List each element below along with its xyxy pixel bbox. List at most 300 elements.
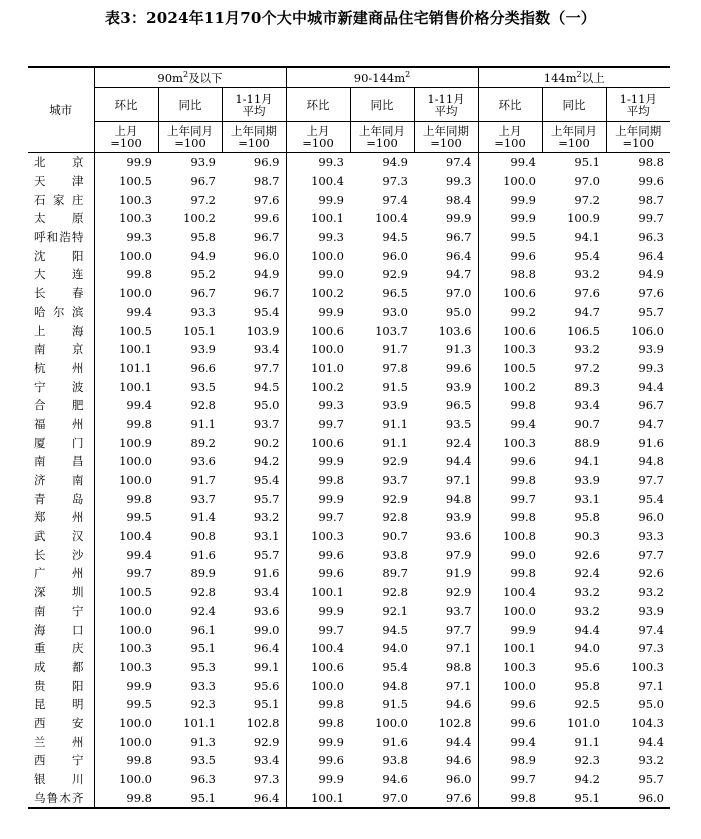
subcol-header — [222, 88, 286, 122]
index-value: 99.9 — [286, 489, 350, 508]
index-value: 99.9 — [478, 209, 542, 228]
index-value: 100.0 — [478, 172, 542, 191]
table-row — [28, 228, 670, 247]
index-value: 93.9 — [638, 603, 664, 618]
index-value: 99.8 — [286, 695, 350, 714]
group-header — [286, 67, 478, 88]
index-value: 97.3 — [382, 174, 408, 189]
index-value: 93.2 — [574, 585, 600, 600]
subcol-header — [414, 88, 478, 122]
subcol-header-line: 1-11月 — [619, 91, 657, 106]
table-row — [28, 303, 670, 322]
table-row — [28, 527, 670, 546]
city-name: 天津 — [28, 172, 94, 191]
index-value: 93.7 — [253, 416, 280, 431]
index-value: 91.1 — [190, 416, 216, 431]
index-value: 100.0 — [286, 676, 350, 695]
index-value: 99.9 — [286, 190, 350, 209]
base-header-line: =100 — [238, 136, 270, 150]
index-value: 91.5 — [382, 697, 408, 712]
index-value: 99.8 — [94, 415, 158, 434]
index-value: 99.7 — [478, 489, 542, 508]
index-value: 92.8 — [190, 585, 216, 600]
index-value: 93.2 — [574, 603, 600, 618]
index-value: 95.1 — [190, 790, 216, 805]
index-value: 97.7 — [445, 622, 472, 637]
index-value: 101.0 — [286, 359, 350, 378]
index-value: 99.8 — [94, 489, 158, 508]
index-value: 90.7 — [382, 529, 408, 544]
index-value: 94.8 — [382, 678, 408, 693]
index-value: 100.5 — [478, 359, 542, 378]
index-value: 100.5 — [94, 583, 158, 602]
index-value: 100.1 — [478, 639, 542, 658]
index-value: 99.6 — [253, 211, 280, 226]
index-value: 106.5 — [567, 323, 600, 338]
index-value: 99.9 — [286, 303, 350, 322]
index-value: 97.0 — [574, 174, 600, 189]
city-name: 长沙 — [28, 545, 94, 564]
table-row — [28, 714, 670, 733]
index-value: 93.6 — [190, 454, 216, 469]
index-value: 99.8 — [94, 265, 158, 284]
table-row — [28, 788, 670, 808]
base-header-line: 上年同月 — [551, 124, 597, 138]
index-value: 89.7 — [382, 566, 408, 581]
index-value: 95.7 — [638, 772, 664, 787]
index-value: 103.7 — [375, 323, 408, 338]
subcol-header-line: 环比 — [306, 97, 330, 112]
index-value: 100.4 — [286, 172, 350, 191]
base-header-line: =100 — [558, 136, 590, 150]
index-value: 93.6 — [253, 603, 280, 618]
index-value: 99.4 — [94, 396, 158, 415]
base-header — [286, 122, 350, 153]
index-value: 95.0 — [445, 304, 472, 319]
city-name: 兰州 — [28, 732, 94, 751]
index-value: 97.3 — [638, 641, 664, 656]
index-value: 100.3 — [286, 527, 350, 546]
index-value: 92.8 — [382, 585, 408, 600]
index-value: 94.5 — [382, 622, 408, 637]
base-header-line: 上月 — [306, 124, 330, 138]
index-value: 91.1 — [574, 734, 600, 749]
table-row — [28, 602, 670, 621]
index-value: 93.9 — [445, 379, 472, 394]
index-value: 94.5 — [253, 379, 280, 394]
index-value: 99.3 — [94, 228, 158, 247]
index-value: 97.7 — [638, 547, 664, 562]
index-value: 95.8 — [574, 510, 600, 525]
index-value: 102.8 — [246, 715, 280, 730]
index-value: 93.7 — [445, 603, 472, 618]
index-value: 92.9 — [382, 491, 408, 506]
index-value: 106.0 — [631, 323, 664, 338]
index-value: 93.9 — [190, 342, 216, 357]
index-value: 91.4 — [190, 510, 216, 525]
index-value: 99.7 — [286, 508, 350, 527]
index-value: 97.8 — [382, 360, 408, 375]
index-value: 93.2 — [638, 753, 664, 768]
index-value: 100.0 — [94, 714, 158, 733]
index-value: 97.1 — [638, 678, 664, 693]
index-value: 99.7 — [286, 620, 350, 639]
index-value: 100.0 — [94, 770, 158, 789]
table-row — [28, 583, 670, 602]
index-value: 93.9 — [574, 473, 600, 488]
index-value: 99.6 — [286, 751, 350, 770]
base-header-line: =100 — [430, 136, 462, 150]
index-value: 94.7 — [574, 304, 600, 319]
index-value: 93.9 — [190, 155, 216, 170]
index-value: 96.0 — [445, 772, 472, 787]
city-header: 城市 — [28, 67, 94, 153]
index-value: 93.6 — [445, 529, 472, 544]
city-name: 上海 — [28, 321, 94, 340]
subcol-header-line: 平均 — [242, 103, 266, 118]
city-name: 大连 — [28, 265, 94, 284]
subcol-header — [286, 88, 350, 122]
group-header-text: 90m — [157, 70, 183, 85]
base-header — [94, 122, 158, 153]
index-value: 100.3 — [94, 209, 158, 228]
index-value: 91.6 — [190, 547, 216, 562]
index-value: 97.2 — [574, 192, 600, 207]
index-value: 100.6 — [478, 284, 542, 303]
index-value: 96.4 — [445, 248, 472, 263]
index-value: 93.5 — [190, 753, 216, 768]
city-name: 乌鲁木齐 — [28, 788, 94, 808]
index-value: 99.7 — [286, 415, 350, 434]
subcol-header — [478, 88, 542, 122]
base-header-line: =100 — [366, 136, 398, 150]
base-header — [158, 122, 222, 153]
table-row — [28, 209, 670, 228]
city-name: 成都 — [28, 658, 94, 677]
index-value: 98.8 — [445, 659, 472, 674]
index-value: 92.4 — [445, 435, 472, 450]
index-value: 100.0 — [94, 452, 158, 471]
table-row — [28, 340, 670, 359]
index-value: 100.2 — [286, 284, 350, 303]
base-header — [478, 122, 542, 153]
table-row — [28, 396, 670, 415]
subcol-header — [94, 88, 158, 122]
index-value: 94.4 — [445, 454, 472, 469]
base-header-line: =100 — [494, 136, 526, 150]
table-row — [28, 190, 670, 209]
index-value: 95.1 — [574, 790, 600, 805]
index-value: 99.8 — [286, 714, 350, 733]
base-header-line: 上年同期 — [423, 124, 469, 138]
index-value: 104.3 — [631, 715, 664, 730]
index-value: 99.9 — [445, 211, 472, 226]
city-name: 哈尔滨 — [28, 303, 94, 322]
index-value: 100.3 — [94, 658, 158, 677]
index-value: 100.0 — [286, 340, 350, 359]
index-value: 99.8 — [478, 508, 542, 527]
index-value: 94.9 — [382, 155, 408, 170]
index-value: 93.8 — [382, 753, 408, 768]
index-value: 96.9 — [253, 155, 280, 170]
city-name: 广州 — [28, 564, 94, 583]
index-value: 99.0 — [286, 265, 350, 284]
index-value: 100.4 — [94, 527, 158, 546]
index-value: 97.1 — [445, 473, 472, 488]
index-value: 100.9 — [567, 211, 600, 226]
city-name: 太原 — [28, 209, 94, 228]
index-value: 93.2 — [574, 342, 600, 357]
city-name: 福州 — [28, 415, 94, 434]
index-value: 94.4 — [638, 379, 664, 394]
index-value: 89.2 — [190, 435, 216, 450]
index-value: 95.1 — [574, 155, 600, 170]
index-value: 97.9 — [445, 547, 472, 562]
index-value: 92.8 — [382, 510, 408, 525]
index-value: 90.2 — [253, 435, 280, 450]
table-row — [28, 620, 670, 639]
index-value: 93.4 — [574, 398, 600, 413]
index-value: 103.6 — [438, 323, 472, 338]
index-value: 100.2 — [286, 377, 350, 396]
index-value: 95.7 — [253, 491, 280, 506]
index-value: 93.7 — [382, 473, 408, 488]
table-row — [28, 751, 670, 770]
index-value: 99.9 — [286, 732, 350, 751]
index-value: 93.0 — [382, 304, 408, 319]
index-value: 105.1 — [183, 323, 216, 338]
index-value: 88.9 — [574, 435, 600, 450]
index-value: 100.0 — [375, 715, 408, 730]
index-value: 98.8 — [638, 155, 664, 170]
index-value: 96.4 — [253, 790, 280, 805]
index-value: 99.6 — [478, 246, 542, 265]
group-header-sup: 2 — [405, 69, 411, 79]
index-value: 93.2 — [253, 510, 280, 525]
index-value: 93.7 — [190, 491, 216, 506]
index-value: 99.9 — [94, 153, 158, 172]
index-value: 93.3 — [190, 304, 216, 319]
index-value: 99.8 — [94, 788, 158, 808]
index-value: 94.9 — [638, 267, 664, 282]
group-header-text: 144m — [543, 70, 577, 85]
index-value: 100.1 — [286, 583, 350, 602]
index-value: 100.0 — [286, 246, 350, 265]
group-header-sup: 2 — [182, 69, 189, 79]
index-value: 97.4 — [382, 192, 408, 207]
table-row — [28, 658, 670, 677]
index-value: 93.2 — [638, 585, 664, 600]
index-value: 100.3 — [94, 639, 158, 658]
index-value: 97.7 — [253, 360, 280, 375]
index-value: 99.4 — [478, 153, 542, 172]
city-name: 武汉 — [28, 527, 94, 546]
index-value: 95.4 — [638, 491, 664, 506]
base-header-line: =100 — [622, 136, 655, 150]
table-row — [28, 452, 670, 471]
index-value: 97.6 — [253, 192, 280, 207]
base-header — [414, 122, 478, 153]
group-header — [94, 67, 286, 88]
table-row — [28, 564, 670, 583]
index-value: 100.3 — [478, 340, 542, 359]
city-name: 南宁 — [28, 602, 94, 621]
city-name: 昆明 — [28, 695, 94, 714]
subcol-header-line: 同比 — [370, 97, 394, 112]
index-value: 94.6 — [445, 753, 472, 768]
index-value: 92.3 — [574, 753, 600, 768]
index-value: 100.5 — [94, 321, 158, 340]
index-value: 100.3 — [631, 659, 664, 674]
index-value: 91.3 — [445, 342, 472, 357]
index-value: 99.9 — [286, 770, 350, 789]
index-value: 94.8 — [638, 454, 664, 469]
index-value: 96.7 — [190, 286, 216, 301]
index-value: 93.5 — [445, 416, 472, 431]
index-value: 97.3 — [253, 772, 280, 787]
index-value: 97.6 — [445, 790, 472, 805]
city-name: 郑州 — [28, 508, 94, 527]
index-value: 96.7 — [253, 230, 280, 245]
index-value: 99.3 — [286, 396, 350, 415]
base-header-line: 上年同月 — [167, 124, 213, 138]
index-value: 100.1 — [286, 788, 350, 808]
index-value: 92.8 — [190, 398, 216, 413]
table-row — [28, 433, 670, 452]
base-header — [542, 122, 606, 153]
group-header — [478, 67, 670, 88]
index-value: 99.8 — [478, 396, 542, 415]
index-value: 100.3 — [478, 658, 542, 677]
index-value: 99.0 — [478, 545, 542, 564]
index-value: 96.5 — [382, 286, 408, 301]
city-name: 西宁 — [28, 751, 94, 770]
index-value: 91.1 — [382, 416, 408, 431]
index-value: 100.1 — [286, 209, 350, 228]
table-row — [28, 246, 670, 265]
index-value: 97.4 — [638, 622, 664, 637]
index-value: 100.0 — [94, 732, 158, 751]
city-name: 长春 — [28, 284, 94, 303]
index-value: 89.9 — [190, 566, 216, 581]
index-value: 99.9 — [286, 602, 350, 621]
index-value: 99.3 — [638, 360, 664, 375]
index-value: 100.3 — [478, 433, 542, 452]
subcol-header — [158, 88, 222, 122]
subcol-header — [542, 88, 606, 122]
subcol-header-line: 同比 — [562, 97, 586, 112]
index-value: 96.5 — [445, 398, 472, 413]
index-value: 90.3 — [574, 529, 600, 544]
index-value: 99.3 — [286, 228, 350, 247]
index-value: 93.8 — [382, 547, 408, 562]
index-value: 94.4 — [445, 734, 472, 749]
index-value: 99.5 — [94, 695, 158, 714]
index-value: 100.0 — [478, 676, 542, 695]
subcol-header-line: 平均 — [434, 103, 458, 118]
index-value: 95.8 — [574, 678, 600, 693]
base-header-line: 上年同期 — [615, 124, 662, 138]
index-value: 94.6 — [445, 697, 472, 712]
table-row — [28, 489, 670, 508]
base-header — [222, 122, 286, 153]
index-value: 100.8 — [478, 527, 542, 546]
index-value: 92.6 — [638, 566, 664, 581]
table-row — [28, 415, 670, 434]
index-value: 96.0 — [638, 510, 664, 525]
index-value: 93.5 — [190, 379, 216, 394]
index-value: 95.1 — [190, 641, 216, 656]
index-value: 96.3 — [190, 772, 216, 787]
index-value: 99.8 — [94, 751, 158, 770]
table-row — [28, 321, 670, 340]
index-value: 97.1 — [445, 641, 472, 656]
table-row — [28, 676, 670, 695]
index-value: 101.0 — [567, 715, 600, 730]
index-value: 93.4 — [253, 585, 280, 600]
base-header — [350, 122, 414, 153]
index-value: 99.2 — [478, 303, 542, 322]
subcol-header-line: 平均 — [626, 103, 650, 118]
index-value: 91.7 — [190, 473, 216, 488]
index-value: 99.7 — [478, 770, 542, 789]
index-value: 92.6 — [574, 547, 600, 562]
index-value: 92.9 — [253, 734, 280, 749]
index-value: 99.1 — [253, 659, 280, 674]
page-title: 表3：2024年11月70个大中城市新建商品住宅销售价格分类指数（一） — [105, 9, 596, 27]
index-value: 98.7 — [253, 174, 280, 189]
table-row — [28, 359, 670, 378]
index-value: 92.9 — [445, 585, 472, 600]
base-header-line: =100 — [174, 136, 206, 150]
index-value: 103.9 — [246, 323, 280, 338]
city-name: 合肥 — [28, 396, 94, 415]
index-value: 97.0 — [445, 286, 472, 301]
group-header-text: 90-144m — [353, 70, 406, 85]
index-value: 95.6 — [574, 659, 600, 674]
index-value: 99.4 — [94, 545, 158, 564]
index-value: 97.1 — [445, 678, 472, 693]
index-value: 100.0 — [94, 246, 158, 265]
index-value: 95.7 — [638, 304, 664, 319]
index-value: 98.9 — [478, 751, 542, 770]
index-value: 94.5 — [382, 230, 408, 245]
index-value: 99.7 — [638, 211, 664, 226]
index-value: 100.1 — [94, 377, 158, 396]
table-row — [28, 732, 670, 751]
base-header-line: =100 — [110, 136, 142, 150]
index-value: 94.2 — [253, 454, 280, 469]
index-value: 93.3 — [638, 529, 664, 544]
index-value: 99.6 — [286, 545, 350, 564]
index-value: 100.4 — [478, 583, 542, 602]
index-value: 95.4 — [382, 659, 408, 674]
city-name: 南昌 — [28, 452, 94, 471]
base-header-line: 上年同月 — [359, 124, 405, 138]
index-value: 93.4 — [253, 753, 280, 768]
index-value: 93.1 — [253, 529, 280, 544]
index-value: 94.1 — [574, 454, 600, 469]
index-value: 98.7 — [638, 192, 664, 207]
subcol-header-line: 环比 — [114, 97, 138, 112]
index-value: 100.0 — [94, 471, 158, 490]
group-header-suffix: 以上 — [581, 70, 605, 85]
index-value: 96.7 — [638, 398, 664, 413]
index-value: 93.3 — [190, 678, 216, 693]
index-value: 92.4 — [574, 566, 600, 581]
index-value: 100.0 — [94, 620, 158, 639]
base-header-line: 上年同期 — [231, 124, 277, 138]
